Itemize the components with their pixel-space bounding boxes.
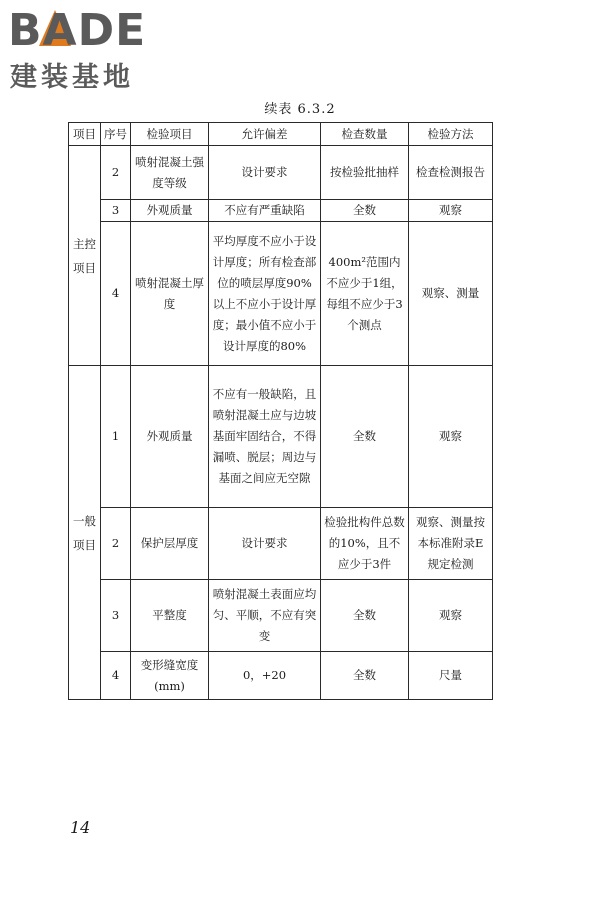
row-quantity: 按检验批抽样 [321, 146, 409, 200]
row-no: 3 [101, 200, 131, 222]
row-quantity: 400m²范围内不应少于1组，每组不应少于3个测点 [321, 222, 409, 366]
row-item: 平整度 [131, 580, 209, 652]
header-tolerance: 允许偏差 [209, 123, 321, 146]
table-row [69, 366, 493, 508]
row-quantity: 全数 [321, 580, 409, 652]
row-no: 1 [101, 366, 131, 508]
row-quantity: 全数 [321, 652, 409, 700]
row-item: 喷射混凝土强度等级 [131, 146, 209, 200]
header-item: 检验项目 [131, 123, 209, 146]
row-method: 检查检测报告 [409, 146, 493, 200]
row-no: 4 [101, 652, 131, 700]
row-item: 保护层厚度 [131, 508, 209, 580]
row-no: 4 [101, 222, 131, 366]
row-quantity: 全数 [321, 200, 409, 222]
row-method: 尺量 [409, 652, 493, 700]
row-tolerance: 喷射混凝土表面应均匀、平顺，不应有突变 [209, 580, 321, 652]
header-method: 检验方法 [409, 123, 493, 146]
row-quantity: 检验批构件总数的10%，且不应少于3件 [321, 508, 409, 580]
category-general: 一般项目 [69, 366, 101, 700]
table-row [69, 200, 493, 222]
table-row [69, 222, 493, 366]
row-item: 外观质量 [131, 366, 209, 508]
row-tolerance: 平均厚度不应小于设计厚度；所有检查部位的喷层厚度90%以上不应小于设计厚度；最小值不应小于设计厚度的80% [209, 222, 321, 366]
table-caption: 续表 6.3.2 [264, 102, 336, 117]
row-tolerance: 0，+20 [209, 652, 321, 700]
row-item: 喷射混凝土厚度 [131, 222, 209, 366]
row-tolerance: 设计要求 [209, 508, 321, 580]
row-method: 观察 [409, 366, 493, 508]
row-no: 2 [101, 146, 131, 200]
table-row [69, 508, 493, 580]
table-row [69, 652, 493, 700]
row-no: 3 [101, 580, 131, 652]
table-row [69, 580, 493, 652]
row-tolerance: 不应有一般缺陷，且喷射混凝土应与边坡基面牢固结合，不得漏喷、脱层；周边与基面之间应无空隙 [209, 366, 321, 508]
row-method: 观察 [409, 580, 493, 652]
row-method: 观察 [409, 200, 493, 222]
logo-subtitle: 建装基地 [10, 62, 134, 93]
row-item: 变形缝宽度(mm) [131, 652, 209, 700]
bade-logo [8, 6, 178, 96]
inspection-table [68, 122, 493, 700]
row-no: 2 [101, 508, 131, 580]
row-method: 观察、测量按本标准附录E规定检测 [409, 508, 493, 580]
page-number: 14 [70, 818, 91, 837]
header-no: 序号 [101, 123, 131, 146]
row-tolerance: 设计要求 [209, 146, 321, 200]
row-quantity: 全数 [321, 366, 409, 508]
table-header-row [69, 123, 493, 146]
table-row [69, 146, 493, 200]
category-main: 主控项目 [69, 146, 101, 366]
row-item: 外观质量 [131, 200, 209, 222]
header-category: 项目 [69, 123, 101, 146]
row-tolerance: 不应有严重缺陷 [209, 200, 321, 222]
row-method: 观察、测量 [409, 222, 493, 366]
logo-brand: BADE [8, 5, 147, 56]
header-quantity: 检查数量 [321, 123, 409, 146]
